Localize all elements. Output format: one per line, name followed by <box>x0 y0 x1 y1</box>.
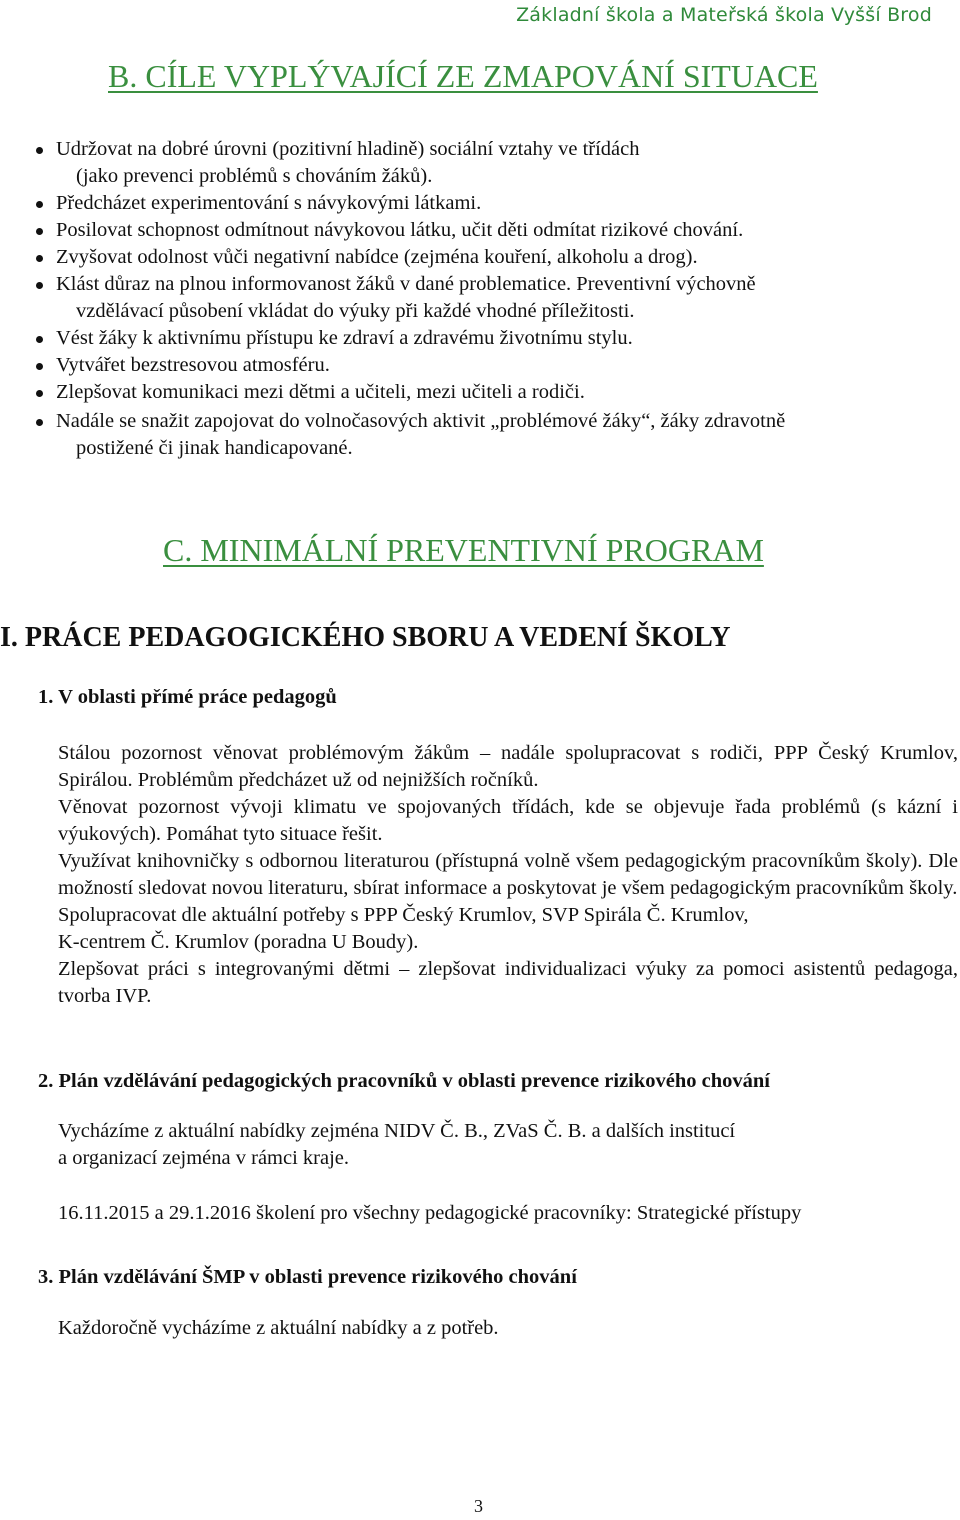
bullet-icon <box>36 419 43 426</box>
page-number: 3 <box>474 1496 483 1516</box>
bullet-icon <box>36 147 43 154</box>
paragraph: Využívat knihovničky s odbornou literaturou (přístupná volně všem pedagogickým pracovníkům školy). Dle možností sledovat novou literaturu, sbírat informace a poskytovat je všem pedagogickým pracovníkům školy. <box>58 850 958 899</box>
section-c-title: C. MINIMÁLNÍ PREVENTIVNÍ PROGRAM <box>163 532 764 568</box>
sub1-heading: 1. V oblasti přímé práce pedagogů <box>38 686 337 708</box>
list-item-text: Předcházet experimentování s návykovými látkami. <box>56 192 482 214</box>
sub2-heading: 2. Plán vzdělávání pedagogických pracovníků v oblasti prevence rizikového chování <box>38 1070 770 1092</box>
list-item <box>30 217 960 244</box>
list-item <box>30 136 960 190</box>
list-item-text: Nadále se snažit zapojovat do volnočasových aktivit „problémové žáky“, žáky zdravotně <box>56 410 786 432</box>
section-b-title: B. CÍLE VYPLÝVAJÍCÍ ZE ZMAPOVÁNÍ SITUACE <box>108 58 818 94</box>
list-item-text: Vytvářet bezstresovou atmosféru. <box>56 354 330 376</box>
list-item-text: Zvyšovat odolnost vůči negativní nabídce (zejména kouření, alkoholu a drog). <box>56 246 698 268</box>
sub1-body <box>58 740 958 1010</box>
bullet-icon <box>36 255 43 262</box>
list-item <box>30 244 960 271</box>
list-item-text: Vést žáky k aktivnímu přístupu ke zdraví a zdravému životnímu stylu. <box>56 327 633 349</box>
paragraph: Věnovat pozornost vývoji klimatu ve spojovaných třídách, kde se objevuje řada problémů (s kázní i výukových). Pomáhat tyto situace řešit. <box>58 796 958 845</box>
bullet-icon <box>36 390 43 397</box>
sub3-heading: 3. Plán vzdělávání ŠMP v oblasti prevence rizikového chování <box>38 1266 577 1288</box>
bullet-icon <box>36 201 43 208</box>
training-dates: 16.11.2015 a 29.1.2016 školení pro všechny pedagogické pracovníky: Strategické přístupy <box>58 1202 802 1224</box>
list-item-text-cont: postižené či jinak handicapované. <box>76 437 353 459</box>
list-item <box>30 408 960 462</box>
goals-list <box>30 136 960 462</box>
list-item-text-cont: (jako prevenci problémů s chováním žáků). <box>76 165 433 187</box>
bullet-icon <box>36 282 43 289</box>
list-item <box>30 190 960 217</box>
list-item <box>30 379 960 406</box>
list-item <box>30 271 960 325</box>
paragraph: Spolupracovat dle aktuální potřeby s PPP Český Krumlov, SVP Spirála Č. Krumlov, <box>58 904 749 926</box>
list-item-text: Udržovat na dobré úrovni (pozitivní hladině) sociální vztahy ve třídách <box>56 138 640 160</box>
paragraph: a organizací zejména v rámci kraje. <box>58 1147 350 1169</box>
list-item-text: Posilovat schopnost odmítnout návykovou látku, učit děti odmítat rizikové chování. <box>56 219 744 241</box>
list-item <box>30 325 960 352</box>
paragraph: Zlepšovat práci s integrovanými dětmi – zlepšovat individualizaci výuky za pomoci asistentů pedagoga, tvorba IVP. <box>58 958 958 1007</box>
list-item-text: Klást důraz na plnou informovanost žáků v dané problematice. Preventivní výchovně <box>56 273 756 295</box>
list-item-text: Zlepšovat komunikaci mezi dětmi a učiteli, mezi učiteli a rodiči. <box>56 381 585 403</box>
list-item-text-cont: vzdělávací působení vkládat do výuky při každé vhodné příležitosti. <box>76 300 635 322</box>
bullet-icon <box>36 228 43 235</box>
paragraph: K-centrem Č. Krumlov (poradna U Boudy). <box>58 931 419 953</box>
paragraph: Vycházíme z aktuální nabídky zejména NIDV Č. B., ZVaS Č. B. a dalších institucí <box>58 1120 736 1142</box>
list-item <box>30 352 960 379</box>
sub3-paragraph: Každoročně vycházíme z aktuální nabídky a z potřeb. <box>58 1317 499 1339</box>
school-header: Základní škola a Mateřská škola Vyšší Brod <box>516 4 932 26</box>
paragraph: Stálou pozornost věnovat problémovým žákům – nadále spolupracovat s rodiči, PPP Český Krumlov, Spirálou. Problémům předcházet už od nejnižších ročníků. <box>58 742 958 791</box>
bullet-icon <box>36 336 43 343</box>
part-i-heading: I. PRÁCE PEDAGOGICKÉHO SBORU A VEDENÍ ŠKOLY <box>0 622 731 653</box>
sub2-body <box>58 1118 958 1172</box>
bullet-icon <box>36 363 43 370</box>
